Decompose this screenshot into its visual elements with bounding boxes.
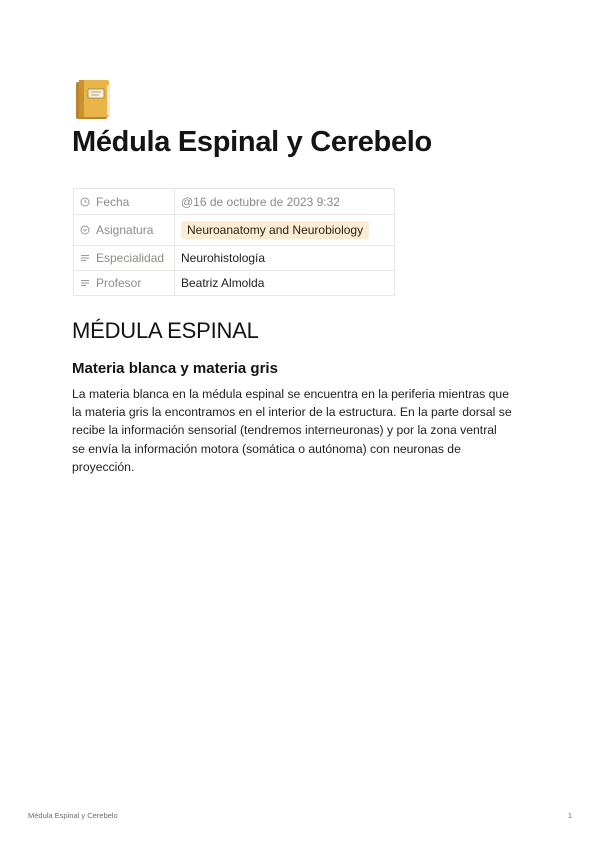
property-row-fecha xyxy=(74,189,395,215)
property-key-cell xyxy=(74,271,175,296)
page-title: Médula Espinal y Cerebelo xyxy=(72,126,432,158)
property-key-cell xyxy=(74,189,175,215)
subject-tag[interactable]: Neuroanatomy and Neurobiology xyxy=(181,221,369,239)
body-paragraph: La materia blanca en la médula espinal se encuentra en la periferia mientras que la materia gris la encontramos en el interior de la estructura. En la parte dorsal se recibe la información sensorial (tendremos interneuronas) y por la zona ventral se envía la información motora (somática o autónoma) con neuronas de proyección. xyxy=(72,387,512,474)
property-key-label: Especialidad xyxy=(96,251,165,265)
properties-table xyxy=(73,188,395,296)
property-key-cell xyxy=(74,215,175,246)
property-row-profesor xyxy=(74,271,395,296)
property-row-asignatura xyxy=(74,215,395,246)
subsection-heading: Materia blanca y materia gris xyxy=(72,360,278,377)
property-key-cell xyxy=(74,246,175,271)
property-key-label: Profesor xyxy=(96,276,142,290)
notebook-icon xyxy=(74,79,112,121)
clock-icon xyxy=(80,197,90,207)
property-value-date[interactable]: @16 de octubre de 2023 9:32 xyxy=(175,189,395,215)
property-value-especialidad[interactable]: Neurohistología xyxy=(175,246,395,271)
property-key-label: Asignatura xyxy=(96,223,154,237)
page-number: 1 xyxy=(567,811,572,820)
text-icon xyxy=(80,253,90,263)
footer-title: Médula Espinal y Cerebelo xyxy=(28,811,118,820)
section-heading: MÉDULA ESPINAL xyxy=(72,318,259,343)
select-icon xyxy=(80,225,90,235)
property-value-cell xyxy=(175,215,395,246)
property-row-especialidad xyxy=(74,246,395,271)
text-icon xyxy=(80,278,90,288)
property-value-profesor[interactable]: Beatriz Almolda xyxy=(175,271,395,296)
property-key-label: Fecha xyxy=(96,194,130,209)
